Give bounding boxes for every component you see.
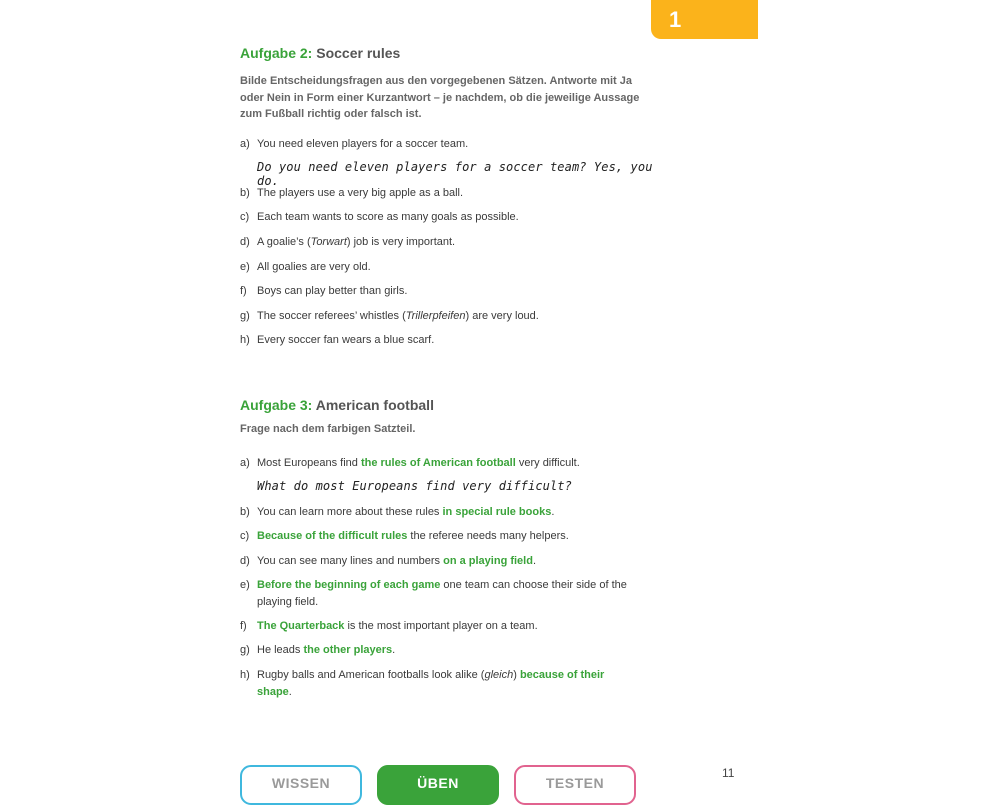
- item-text: Boys can play better than girls.: [257, 285, 408, 297]
- task-2-title: [240, 45, 640, 61]
- task-2-number: Aufgabe 2:: [240, 45, 313, 61]
- task-2-header: [240, 45, 640, 123]
- item-label: f): [240, 285, 247, 297]
- list-item: [240, 234, 640, 251]
- task-3-number: Aufgabe 3:: [240, 397, 313, 413]
- item-label: d): [240, 555, 250, 567]
- item-label: g): [240, 310, 250, 322]
- item-text: The Quarterback is the most important player on a team.: [257, 620, 538, 632]
- item-label: h): [240, 334, 250, 346]
- item-text: All goalies are very old.: [257, 261, 371, 273]
- example-answer: What do most Europeans find very difficult?: [257, 479, 572, 493]
- item-label: h): [240, 669, 250, 681]
- item-text: Before the beginning of each game one team can choose their side of the playing field.: [257, 579, 627, 608]
- item-text: You can learn more about these rules in special rule books.: [257, 506, 555, 518]
- list-item: [240, 504, 640, 521]
- list-item: [240, 185, 640, 202]
- item-text: Most Europeans find the rules of American football very difficult.: [257, 457, 580, 469]
- item-label: c): [240, 530, 250, 542]
- item-text: The players use a very big apple as a ball.: [257, 187, 464, 199]
- task-3-title: [240, 397, 640, 413]
- task-2-title-text: Soccer rules: [316, 45, 401, 61]
- item-label: b): [240, 187, 250, 199]
- task-2-instruction: Bilde Entscheidungsfragen aus den vorgegebenen Sätzen. Antworte mit Ja oder Nein in Form einer Kurzantwort – je nachdem, ob die jeweilige Aussage zum Fußball richtig oder falsch ist.: [240, 75, 640, 120]
- task-3-instruction: Frage nach dem farbigen Satzteil.: [240, 423, 416, 435]
- ueben-button[interactable]: ÜBEN: [377, 765, 499, 805]
- list-item: [240, 642, 640, 659]
- item-label: b): [240, 506, 250, 518]
- item-text: Every soccer fan wears a blue scarf.: [257, 334, 435, 346]
- list-item: [240, 618, 640, 635]
- item-label: f): [240, 620, 247, 632]
- chapter-tab: [651, 0, 758, 39]
- item-text: The soccer referees’ whistles (Trillerpfeifen) are very loud.: [257, 310, 539, 322]
- wissen-button[interactable]: WISSEN: [240, 765, 362, 805]
- item-text: He leads the other players.: [257, 644, 396, 656]
- list-item: [240, 332, 640, 349]
- example-answer: Do you need eleven players for a soccer team? Yes, you do.: [257, 160, 653, 188]
- item-label: e): [240, 579, 250, 591]
- list-item: [240, 209, 640, 226]
- list-item: [240, 528, 640, 545]
- item-label: d): [240, 236, 250, 248]
- task-3-header: [240, 397, 640, 438]
- list-item: [240, 283, 640, 300]
- item-text: Each team wants to score as many goals as possible.: [257, 211, 519, 223]
- item-label: c): [240, 211, 250, 223]
- testen-button[interactable]: TESTEN: [514, 765, 636, 805]
- list-item: [240, 455, 640, 472]
- list-item: [240, 259, 640, 276]
- list-item: [240, 577, 640, 610]
- page-number: 11: [722, 766, 735, 780]
- item-text: You need eleven players for a soccer team.: [257, 138, 469, 150]
- item-text: Rugby balls and American footballs look alike (gleich) because of their shape.: [257, 669, 605, 698]
- task-3-title-text: American football: [315, 397, 434, 413]
- list-item: [240, 136, 640, 153]
- item-text: You can see many lines and numbers on a playing field.: [257, 555, 537, 567]
- list-item: [240, 667, 640, 700]
- item-label: a): [240, 138, 250, 150]
- chapter-number: 1: [669, 7, 682, 32]
- item-text: A goalie’s (Torwart) job is very important.: [257, 236, 456, 248]
- list-item: [240, 308, 640, 325]
- item-text: Because of the difficult rules the referee needs many helpers.: [257, 530, 569, 542]
- list-item: [240, 553, 640, 570]
- item-label: g): [240, 644, 250, 656]
- item-label: e): [240, 261, 250, 273]
- item-label: a): [240, 457, 250, 469]
